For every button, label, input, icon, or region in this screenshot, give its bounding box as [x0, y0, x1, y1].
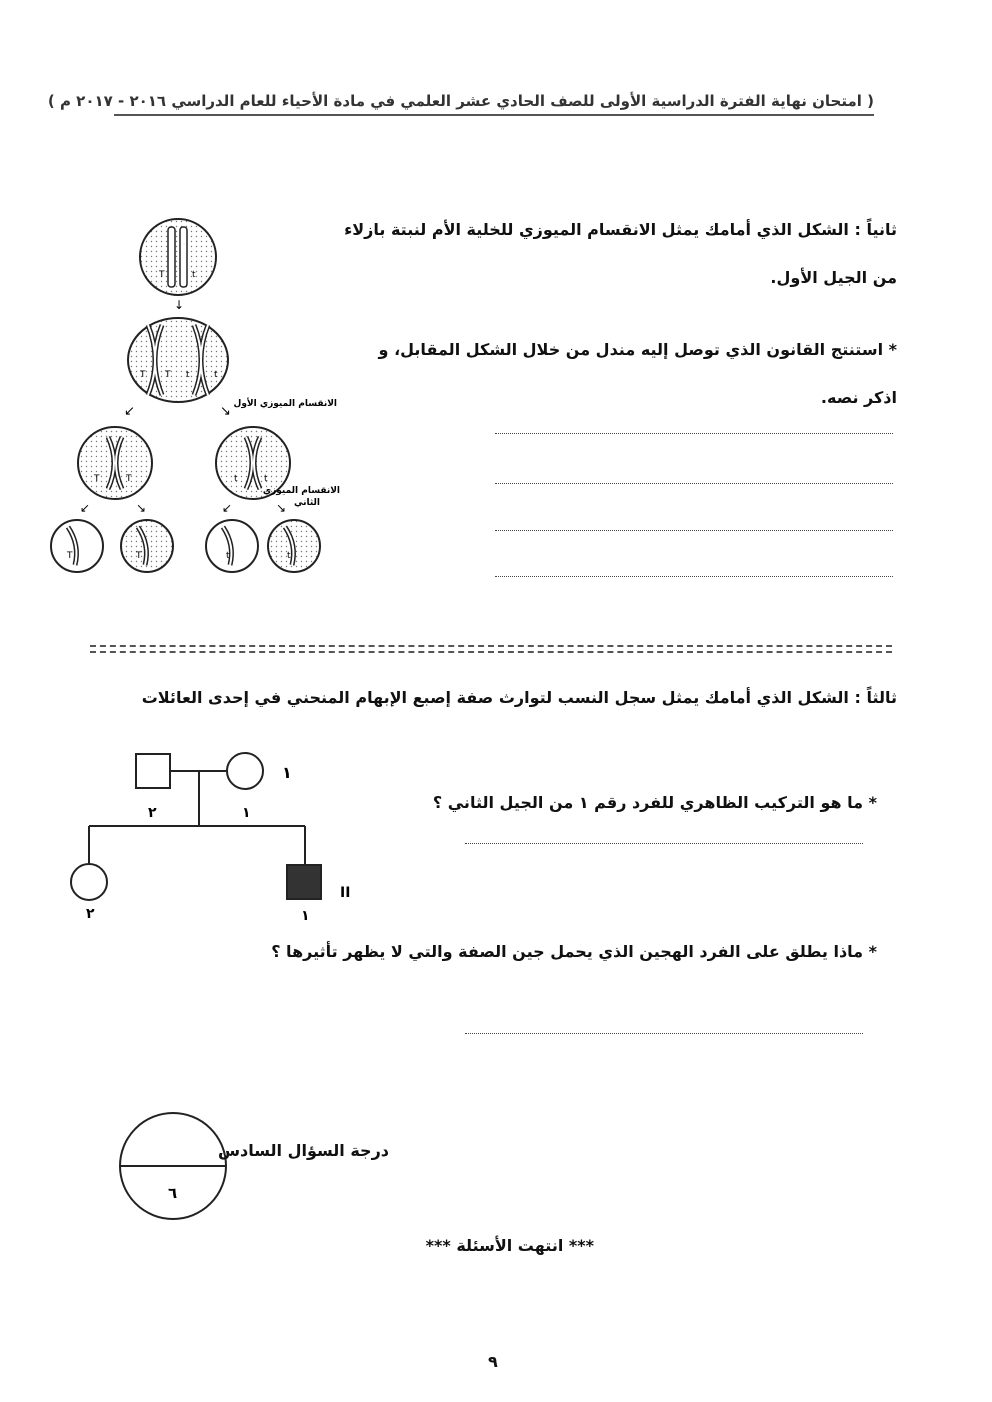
second-division-label-1: الانقسام الميوزي	[262, 486, 340, 496]
answer-line[interactable]	[495, 576, 893, 577]
second-division-label-2: الثاني	[293, 498, 320, 508]
section3-title: ثالثاً : الشكل الذي أمامك يمثل سجل النسب لتوارث صفة إصبع الإبهام المنحني في إحدى العائلات	[141, 688, 897, 707]
allele-label: t	[226, 551, 230, 561]
allele-label: t	[287, 551, 291, 561]
parent-cell	[140, 219, 216, 295]
grade-circle	[110, 1110, 240, 1225]
arrow-left-down-icon: ↙	[124, 404, 135, 419]
gen2-label: II	[340, 885, 351, 901]
arrow-right-down-icon: ↘	[136, 501, 147, 515]
allele-label: T	[136, 551, 142, 561]
meiosis-diagram	[40, 215, 350, 590]
section-divider	[90, 645, 892, 653]
arrow-right-down-icon: ↘	[220, 404, 231, 419]
gen2-affected-male-square	[287, 865, 321, 899]
allele-label: T	[67, 551, 73, 561]
answer-line[interactable]	[495, 530, 893, 531]
section3-question2: * ماذا يطلق على الفرد الهجين الذي يحمل جين الصفة والتي لا يظهر تأثيرها ؟	[271, 942, 877, 961]
allele-label: t	[264, 474, 268, 484]
gen2-female-circle	[71, 864, 107, 900]
gen2-female-number: ٢	[86, 906, 95, 922]
section2-question-line1: * استنتج القانون الذي توصل إليه مندل من خلال الشكل المقابل، و	[378, 340, 897, 359]
pedigree-chart	[60, 745, 380, 930]
gen1-father-square	[136, 754, 170, 788]
gen1-label: ١	[282, 763, 292, 782]
answer-line[interactable]	[465, 843, 863, 844]
arrow-left-down-icon: ↙	[222, 501, 233, 515]
first-division-label: الانقسام الميوزي الأول	[233, 399, 337, 409]
exam-header-title: ( امتحان نهاية الفترة الدراسية الأولى للصف الحادي عشر العلمي في مادة الأحياء للعام الدراسي ٢٠١٦ - ٢٠١٧ م )	[114, 92, 874, 116]
gen1-mother-number: ١	[242, 805, 251, 821]
allele-label: t	[192, 270, 196, 280]
allele-label: T	[140, 370, 146, 380]
section3-question1: * ما هو التركيب الظاهري للفرد رقم ١ من الجيل الثاني ؟	[432, 793, 877, 812]
end-of-questions: *** انتهت الأسئلة ***	[425, 1236, 594, 1255]
section2-title-line1: ثانياً : الشكل الذي أمامك يمثل الانقسام الميوزي للخلية الأم لنبتة بازلاء	[344, 220, 897, 239]
section2-question-line2: اذكر نصه.	[820, 388, 897, 407]
allele-label: T	[159, 270, 165, 280]
replicated-cell	[128, 318, 228, 402]
allele-label: T	[126, 474, 132, 484]
allele-label: t	[234, 474, 238, 484]
grade-max-score: ٦	[168, 1184, 178, 1202]
allele-label: t	[186, 370, 190, 380]
gen2-male-number: ١	[301, 908, 310, 924]
section2-title-line2: من الجيل الأول.	[770, 268, 897, 287]
arrow-right-down-icon: ↘	[276, 501, 287, 515]
allele-label: T	[94, 474, 100, 484]
allele-label: T	[165, 370, 171, 380]
gen1-father-number: ٢	[148, 805, 157, 821]
arrow-down-icon: ↓	[174, 298, 185, 312]
gen1-mother-circle	[227, 753, 263, 789]
page-number: ٩	[488, 1352, 498, 1371]
answer-line[interactable]	[465, 1033, 863, 1034]
answer-line[interactable]	[495, 433, 893, 434]
arrow-left-down-icon: ↙	[80, 501, 91, 515]
grade-label: درجة السؤال السادس	[217, 1141, 389, 1160]
allele-label: t	[214, 370, 218, 380]
answer-line[interactable]	[495, 483, 893, 484]
